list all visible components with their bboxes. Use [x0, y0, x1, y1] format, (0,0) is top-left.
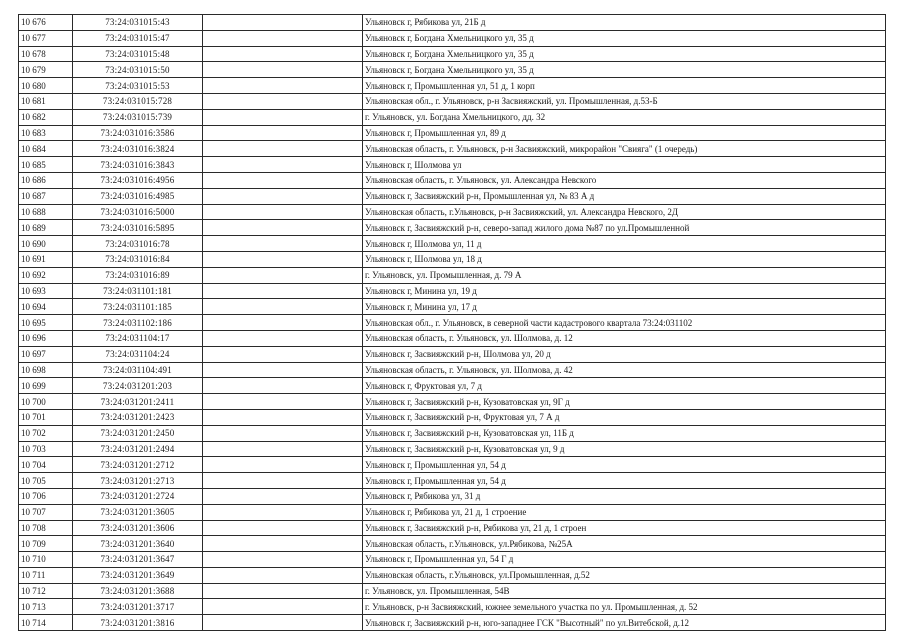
row-number: 10 677 [19, 30, 73, 46]
address: Ульяновская область, г.Ульяновск, ул.Промышленная, д.52 [363, 567, 886, 583]
empty-cell [203, 236, 363, 252]
empty-cell [203, 30, 363, 46]
cadastral-number: 73:24:031015:728 [73, 93, 203, 109]
row-number: 10 706 [19, 488, 73, 504]
address: Ульяновск г, Засвияжский р-н, северо-запад жилого дома №87 по ул.Промышленной [363, 220, 886, 236]
address: Ульяновск г, Промышленная ул, 54 д [363, 473, 886, 489]
empty-cell [203, 251, 363, 267]
cadastral-number: 73:24:031015:43 [73, 15, 203, 31]
empty-cell [203, 204, 363, 220]
row-number: 10 695 [19, 315, 73, 331]
row-number: 10 689 [19, 220, 73, 236]
row-number: 10 696 [19, 330, 73, 346]
empty-cell [203, 346, 363, 362]
cadastral-number: 73:24:031015:47 [73, 30, 203, 46]
table-row [19, 425, 886, 441]
table-row [19, 267, 886, 283]
address: Ульяновск г, Засвияжский р-н, Кузоватовская ул, 11Б д [363, 425, 886, 441]
address: Ульяновск г, Богдана Хмельницкого ул, 35 д [363, 30, 886, 46]
cadastral-number: 73:24:031101:181 [73, 283, 203, 299]
table-row [19, 46, 886, 62]
table-row [19, 93, 886, 109]
empty-cell [203, 299, 363, 315]
row-number: 10 678 [19, 46, 73, 62]
address: Ульяновск г, Шолмова ул [363, 157, 886, 173]
table-row [19, 488, 886, 504]
table-row [19, 125, 886, 141]
cadastral-number: 73:24:031201:2450 [73, 425, 203, 441]
empty-cell [203, 220, 363, 236]
empty-cell [203, 283, 363, 299]
address: г. Ульяновск, ул. Промышленная, 54В [363, 583, 886, 599]
cadastral-number: 73:24:031016:3586 [73, 125, 203, 141]
empty-cell [203, 441, 363, 457]
cadastral-number: 73:24:031016:78 [73, 236, 203, 252]
address: Ульяновская обл., г. Ульяновск, р-н Засвияжский, ул. Промышленная, д.53-Б [363, 93, 886, 109]
row-number: 10 687 [19, 188, 73, 204]
registry-body [19, 15, 886, 631]
address: Ульяновск г, Шолмова ул, 18 д [363, 251, 886, 267]
cadastral-number: 73:24:031016:4956 [73, 172, 203, 188]
row-number: 10 676 [19, 15, 73, 31]
row-number: 10 684 [19, 141, 73, 157]
cadastral-number: 73:24:031201:2713 [73, 473, 203, 489]
table-row [19, 394, 886, 410]
address: Ульяновск г, Промышленная ул, 54 д [363, 457, 886, 473]
row-number: 10 709 [19, 536, 73, 552]
cadastral-number: 73:24:031016:5000 [73, 204, 203, 220]
registry-sheet [18, 14, 886, 631]
row-number: 10 711 [19, 567, 73, 583]
cadastral-number: 73:24:031201:2411 [73, 394, 203, 410]
table-row [19, 62, 886, 78]
table-row [19, 236, 886, 252]
table-row [19, 378, 886, 394]
empty-cell [203, 330, 363, 346]
address: Ульяновская область, г. Ульяновск, р-н Засвияжский, микрорайон "Свияга" (1 очередь) [363, 141, 886, 157]
row-number: 10 691 [19, 251, 73, 267]
address: Ульяновская обл., г. Ульяновск, в северной части кадастрового квартала 73:24:031102 [363, 315, 886, 331]
cadastral-number: 73:24:031104:17 [73, 330, 203, 346]
row-number: 10 682 [19, 109, 73, 125]
cadastral-number: 73:24:031016:3843 [73, 157, 203, 173]
table-row [19, 283, 886, 299]
cadastral-registry-table [18, 14, 886, 631]
table-row [19, 30, 886, 46]
empty-cell [203, 552, 363, 568]
cadastral-number: 73:24:031016:4985 [73, 188, 203, 204]
empty-cell [203, 15, 363, 31]
row-number: 10 710 [19, 552, 73, 568]
table-row [19, 520, 886, 536]
address: Ульяновская область, г.Ульяновск, р-н Засвияжский, ул. Александра Невского, 2Д [363, 204, 886, 220]
table-row [19, 204, 886, 220]
address: Ульяновск г, Засвияжский р-н, Шолмова ул, 20 д [363, 346, 886, 362]
row-number: 10 697 [19, 346, 73, 362]
cadastral-number: 73:24:031016:5895 [73, 220, 203, 236]
cadastral-number: 73:24:031104:24 [73, 346, 203, 362]
table-row [19, 157, 886, 173]
address: Ульяновск г, Засвияжский р-н, Кузоватовская ул, 9Г д [363, 394, 886, 410]
cadastral-number: 73:24:031015:53 [73, 78, 203, 94]
empty-cell [203, 93, 363, 109]
row-number: 10 681 [19, 93, 73, 109]
cadastral-number: 73:24:031101:185 [73, 299, 203, 315]
row-number: 10 714 [19, 615, 73, 631]
address: г. Ульяновск, ул. Промышленная, д. 79 А [363, 267, 886, 283]
cadastral-number: 73:24:031015:48 [73, 46, 203, 62]
table-row [19, 220, 886, 236]
empty-cell [203, 267, 363, 283]
row-number: 10 705 [19, 473, 73, 489]
address: Ульяновск г, Засвияжский р-н, Фруктовая ул, 7 А д [363, 409, 886, 425]
table-row [19, 615, 886, 631]
table-row [19, 299, 886, 315]
empty-cell [203, 536, 363, 552]
table-row [19, 599, 886, 615]
empty-cell [203, 141, 363, 157]
table-row [19, 172, 886, 188]
cadastral-number: 73:24:031201:203 [73, 378, 203, 394]
cadastral-number: 73:24:031201:2712 [73, 457, 203, 473]
row-number: 10 688 [19, 204, 73, 220]
address: г. Ульяновск, ул. Богдана Хмельницкого, дд. 32 [363, 109, 886, 125]
empty-cell [203, 409, 363, 425]
cadastral-number: 73:24:031201:3605 [73, 504, 203, 520]
row-number: 10 701 [19, 409, 73, 425]
empty-cell [203, 425, 363, 441]
row-number: 10 698 [19, 362, 73, 378]
address: Ульяновск г, Шолмова ул, 11 д [363, 236, 886, 252]
empty-cell [203, 473, 363, 489]
empty-cell [203, 583, 363, 599]
cadastral-number: 73:24:031201:3640 [73, 536, 203, 552]
address: Ульяновск г, Засвияжский р-н, Рябикова ул, 21 д, 1 строен [363, 520, 886, 536]
empty-cell [203, 488, 363, 504]
table-row [19, 552, 886, 568]
table-row [19, 473, 886, 489]
table-row [19, 15, 886, 31]
row-number: 10 707 [19, 504, 73, 520]
empty-cell [203, 188, 363, 204]
address: Ульяновск г, Минина ул, 19 д [363, 283, 886, 299]
empty-cell [203, 157, 363, 173]
row-number: 10 702 [19, 425, 73, 441]
cadastral-number: 73:24:031201:3688 [73, 583, 203, 599]
row-number: 10 700 [19, 394, 73, 410]
table-row [19, 330, 886, 346]
cadastral-number: 73:24:031201:3606 [73, 520, 203, 536]
cadastral-number: 73:24:031102:186 [73, 315, 203, 331]
address: Ульяновск г, Рябикова ул, 21Б д [363, 15, 886, 31]
empty-cell [203, 62, 363, 78]
empty-cell [203, 109, 363, 125]
row-number: 10 699 [19, 378, 73, 394]
address: Ульяновск г, Промышленная ул, 54 Г д [363, 552, 886, 568]
address: Ульяновск г, Богдана Хмельницкого ул, 35 д [363, 62, 886, 78]
cadastral-number: 73:24:031016:84 [73, 251, 203, 267]
address: Ульяновск г, Рябикова ул, 31 д [363, 488, 886, 504]
empty-cell [203, 615, 363, 631]
address: Ульяновская область, г. Ульяновск, ул. Шолмова, д. 42 [363, 362, 886, 378]
address: Ульяновск г, Засвияжский р-н, Промышленная ул, № 83 А д [363, 188, 886, 204]
cadastral-number: 73:24:031201:3717 [73, 599, 203, 615]
empty-cell [203, 125, 363, 141]
address: Ульяновск г, Засвияжский р-н, юго-западнее ГСК "Высотный" по ул.Витебской, д.12 [363, 615, 886, 631]
table-row [19, 441, 886, 457]
table-row [19, 567, 886, 583]
table-row [19, 141, 886, 157]
address: Ульяновская область, г.Ульяновск, ул.Рябикова, №25А [363, 536, 886, 552]
cadastral-number: 73:24:031201:3816 [73, 615, 203, 631]
table-row [19, 251, 886, 267]
cadastral-number: 73:24:031015:50 [73, 62, 203, 78]
table-row [19, 315, 886, 331]
address: Ульяновск г, Богдана Хмельницкого ул, 35 д [363, 46, 886, 62]
row-number: 10 686 [19, 172, 73, 188]
table-row [19, 536, 886, 552]
cadastral-number: 73:24:031016:3824 [73, 141, 203, 157]
row-number: 10 679 [19, 62, 73, 78]
address: Ульяновск г, Рябикова ул, 21 д, 1 строение [363, 504, 886, 520]
empty-cell [203, 504, 363, 520]
cadastral-number: 73:24:031201:3649 [73, 567, 203, 583]
address: Ульяновск г, Засвияжский р-н, Кузоватовская ул, 9 д [363, 441, 886, 457]
row-number: 10 685 [19, 157, 73, 173]
table-row [19, 346, 886, 362]
address: г. Ульяновск, р-н Засвияжский, южнее земельного участка по ул. Промышленная, д. 52 [363, 599, 886, 615]
row-number: 10 693 [19, 283, 73, 299]
table-row [19, 504, 886, 520]
address: Ульяновск г, Промышленная ул, 51 д, 1 корп [363, 78, 886, 94]
empty-cell [203, 78, 363, 94]
cadastral-number: 73:24:031201:3647 [73, 552, 203, 568]
table-row [19, 109, 886, 125]
table-row [19, 409, 886, 425]
row-number: 10 694 [19, 299, 73, 315]
table-row [19, 362, 886, 378]
empty-cell [203, 315, 363, 331]
table-row [19, 457, 886, 473]
table-row [19, 188, 886, 204]
cadastral-number: 73:24:031201:2423 [73, 409, 203, 425]
empty-cell [203, 172, 363, 188]
empty-cell [203, 457, 363, 473]
address: Ульяновская область, г. Ульяновск, ул. Шолмова, д. 12 [363, 330, 886, 346]
address: Ульяновск г, Минина ул, 17 д [363, 299, 886, 315]
row-number: 10 692 [19, 267, 73, 283]
address: Ульяновская область, г. Ульяновск, ул. Александра Невского [363, 172, 886, 188]
empty-cell [203, 394, 363, 410]
row-number: 10 712 [19, 583, 73, 599]
empty-cell [203, 599, 363, 615]
cadastral-number: 73:24:031201:2724 [73, 488, 203, 504]
address: Ульяновск г, Промышленная ул, 89 д [363, 125, 886, 141]
cadastral-number: 73:24:031016:89 [73, 267, 203, 283]
empty-cell [203, 362, 363, 378]
empty-cell [203, 567, 363, 583]
empty-cell [203, 520, 363, 536]
table-row [19, 78, 886, 94]
cadastral-number: 73:24:031015:739 [73, 109, 203, 125]
empty-cell [203, 46, 363, 62]
row-number: 10 713 [19, 599, 73, 615]
row-number: 10 704 [19, 457, 73, 473]
empty-cell [203, 378, 363, 394]
row-number: 10 683 [19, 125, 73, 141]
table-row [19, 583, 886, 599]
row-number: 10 680 [19, 78, 73, 94]
cadastral-number: 73:24:031201:2494 [73, 441, 203, 457]
row-number: 10 690 [19, 236, 73, 252]
row-number: 10 708 [19, 520, 73, 536]
cadastral-number: 73:24:031104:491 [73, 362, 203, 378]
address: Ульяновск г, Фруктовая ул, 7 д [363, 378, 886, 394]
row-number: 10 703 [19, 441, 73, 457]
